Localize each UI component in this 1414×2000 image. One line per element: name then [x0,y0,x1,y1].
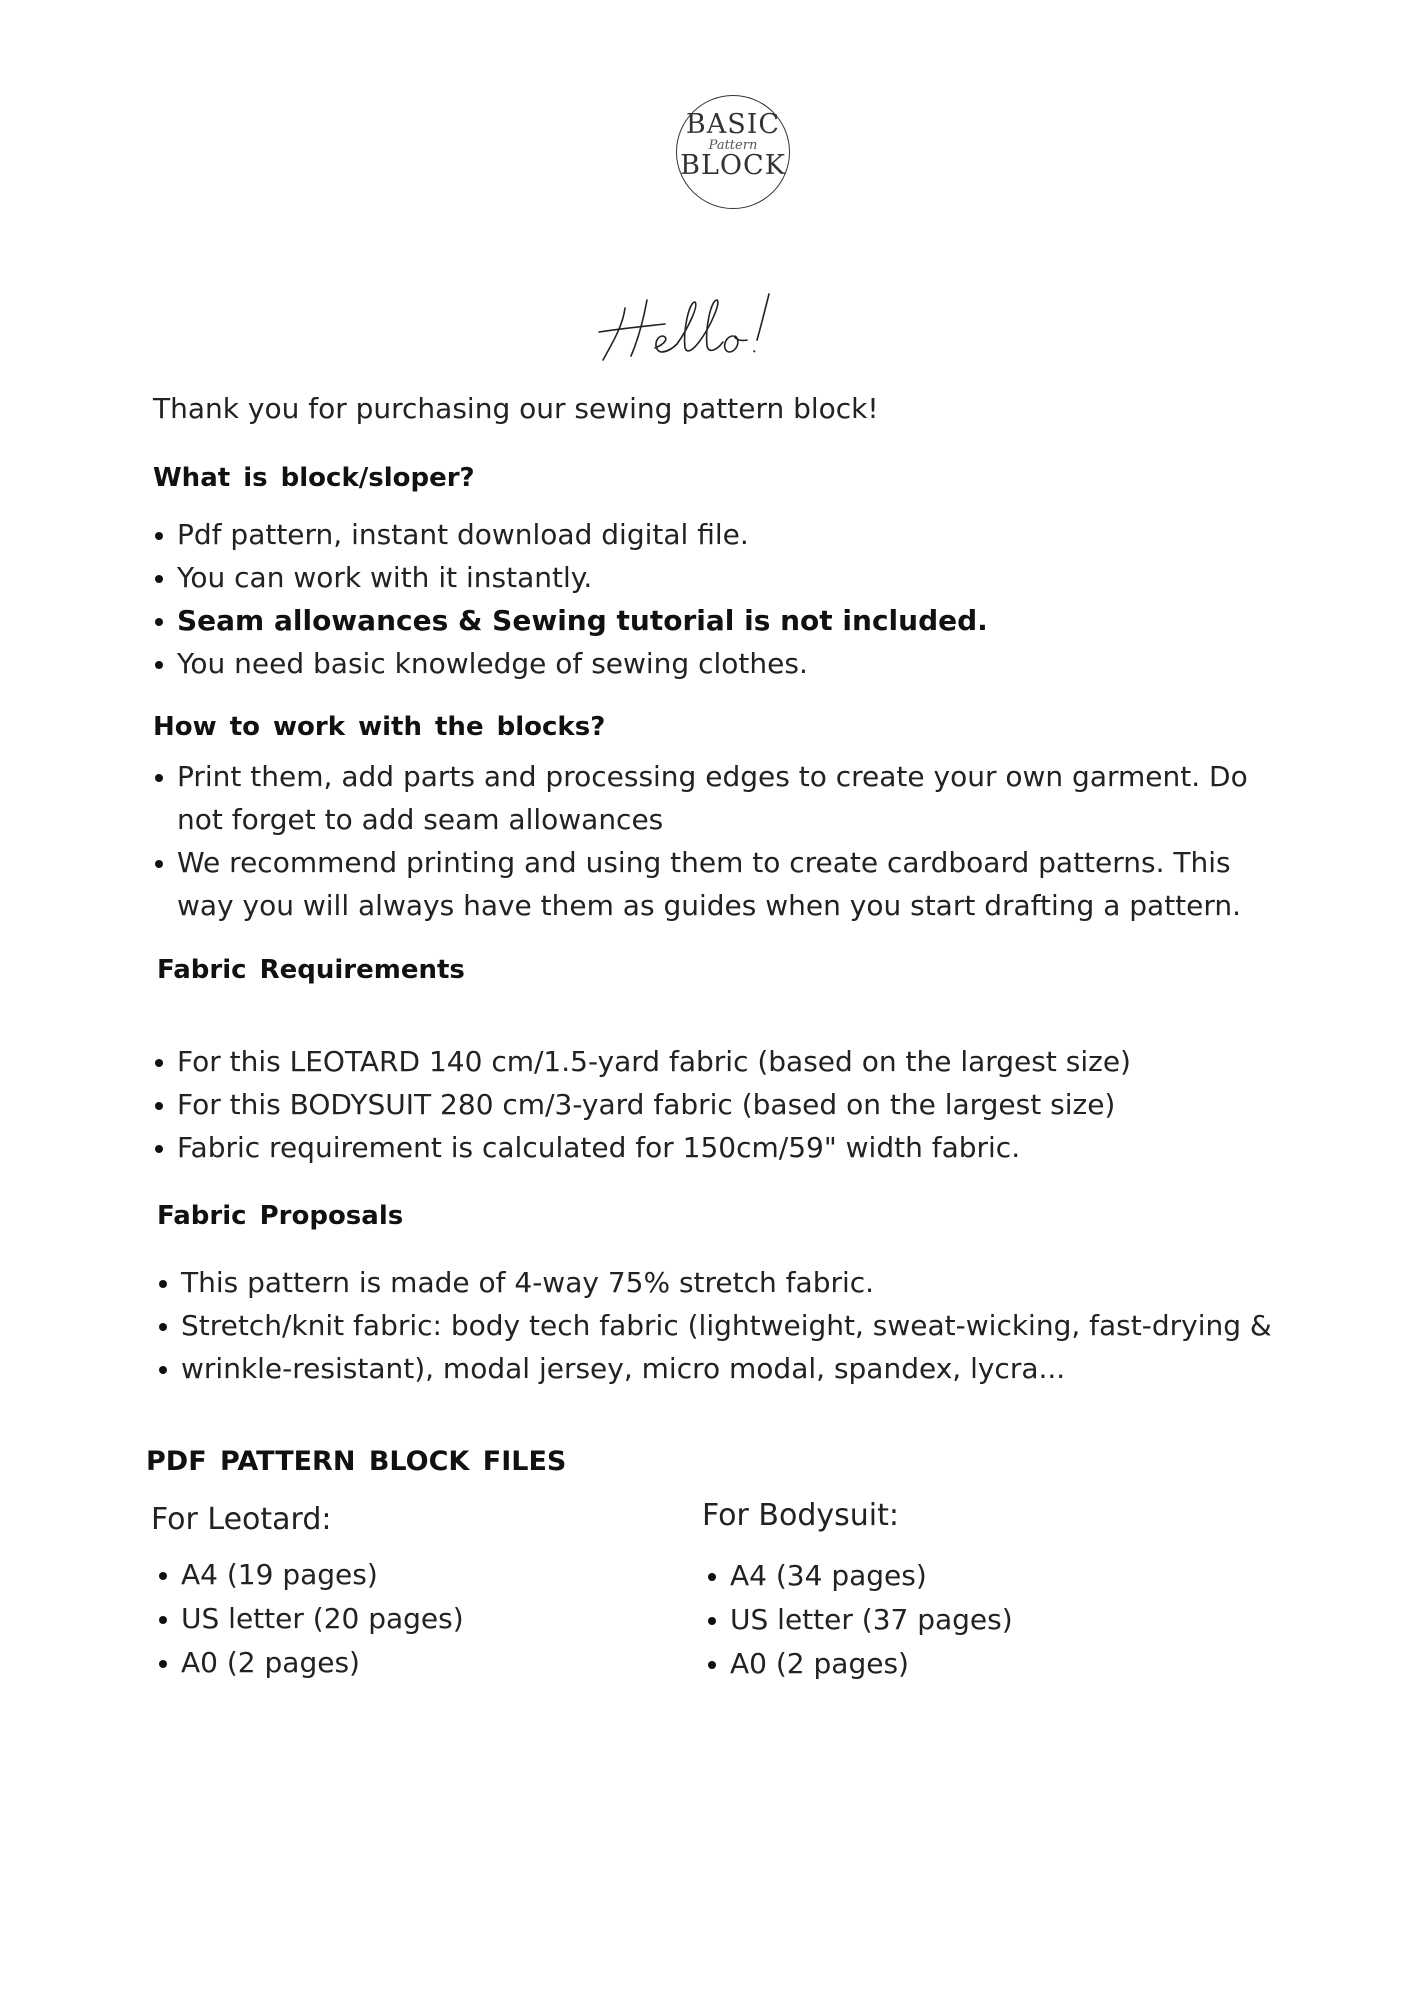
fabric-requirements-list [153,1040,1131,1169]
list-item: US letter (37 pages) [706,1598,1013,1642]
logo-line-basic: BASIC [685,109,781,140]
list-item: Stretch/knit fabric: body tech fabric (lightweight, sweat-wicking, fast-drying & [157,1304,1272,1347]
what-is-block-list [153,513,988,685]
list-item: Seam allowances & Sewing tutorial is not included. [153,599,988,642]
list-item: Print them, add parts and processing edges to create your own garment. Do not forget to add seam allowances [153,755,1253,841]
list-item: We recommend printing and using them to create cardboard patterns. This way you will always have them as guides when you start drafting a pattern. [153,841,1253,927]
heading-pdf-files: PDF PATTERN BLOCK FILES [146,1446,567,1477]
list-item: For this BODYSUIT 280 cm/3-yard fabric (based on the largest size) [153,1083,1131,1126]
logo-line-block: BLOCK [680,150,786,181]
list-item: This pattern is made of 4-way 75% stretch fabric. [157,1261,1272,1304]
brand-logo [676,95,790,209]
intro-text: Thank you for purchasing our sewing pattern block! [153,392,879,425]
list-item: For this LEOTARD 140 cm/1.5-yard fabric (based on the largest size) [153,1040,1131,1083]
heading-fabric-proposals: Fabric Proposals [157,1201,404,1231]
bodysuit-files-list [706,1554,1013,1686]
list-item: A0 (2 pages) [157,1641,464,1685]
hello-script-heading [595,270,825,370]
list-item: You need basic knowledge of sewing clothes. [153,642,988,685]
how-to-work-list [153,755,1253,927]
list-item: A4 (34 pages) [706,1554,1013,1598]
list-item: wrinkle-resistant), modal jersey, micro modal, spandex, lycra... [157,1347,1272,1390]
list-item: A0 (2 pages) [706,1642,1013,1686]
fabric-proposals-list [157,1261,1272,1390]
bodysuit-files-title: For Bodysuit: [702,1498,899,1533]
heading-how-to-work: How to work with the blocks? [153,712,606,742]
leotard-files-title: For Leotard: [151,1502,332,1537]
list-item: You can work with it instantly. [153,556,988,599]
heading-what-is-block: What is block/sloper? [153,463,475,493]
list-item: A4 (19 pages) [157,1553,464,1597]
list-item: Fabric requirement is calculated for 150cm/59" width fabric. [153,1126,1131,1169]
list-item: Pdf pattern, instant download digital file. [153,513,988,556]
leotard-files-list [157,1553,464,1685]
logo-line-pattern: Pattern [708,138,758,153]
list-item: US letter (20 pages) [157,1597,464,1641]
heading-fabric-requirements: Fabric Requirements [157,955,465,985]
